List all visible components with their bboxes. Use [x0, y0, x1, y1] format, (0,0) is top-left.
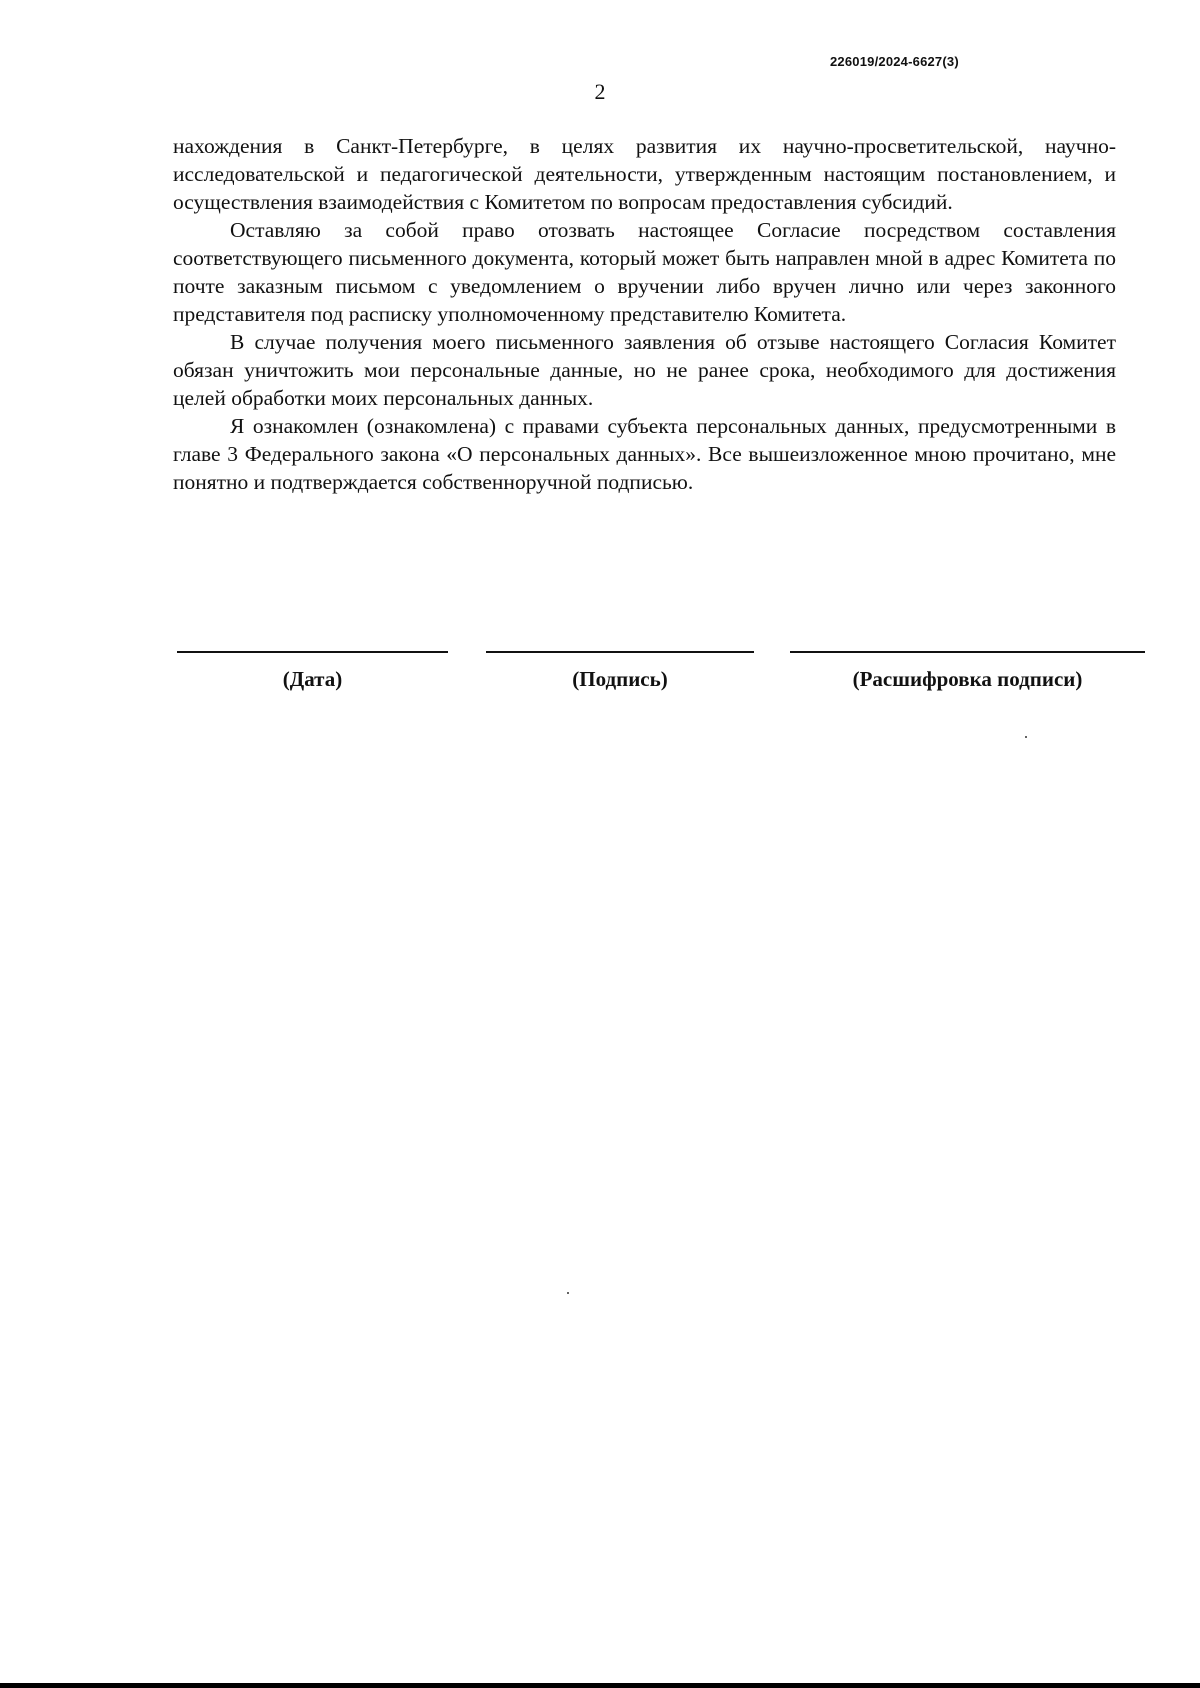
document-body — [173, 132, 1116, 496]
paragraph-data-destruction: В случае получения моего письменного заявления об отзыве настоящего Согласия Комитет обязан уничтожить мои персональные данные, но не ранее срока, необходимого для достижения целей обработки моих персональных данных. — [173, 330, 1116, 410]
date-caption: (Дата) — [282, 667, 343, 691]
signature-line — [486, 651, 754, 653]
paragraph-revocation-right: Оставляю за собой право отозвать настоящее Согласие посредством составления соответствующего письменного документа, который может быть направлен мной в адрес Комитета по почте заказным письмом с уведомлением о вручении либо вручен лично или через законного представителя под расписку уполномоченному представителю Комитета. — [173, 218, 1116, 326]
scan-bottom-edge — [0, 1683, 1200, 1688]
document-number: 226019/2024-6627(3) — [830, 54, 959, 69]
signature-transcript-caption: (Расшифровка подписи) — [852, 667, 1083, 691]
signature-caption: (Подпись) — [572, 667, 668, 691]
scan-speck — [1025, 736, 1027, 738]
date-line — [177, 651, 448, 653]
page-number: 2 — [594, 79, 606, 104]
scan-speck — [567, 1292, 569, 1294]
signature-transcript-line — [790, 651, 1145, 653]
paragraph-continuation: нахождения в Санкт-Петербурге, в целях развития их научно-просветительской, научно-исследовательской и педагогической деятельности, утвержденным настоящим постановлением, и осуществления взаимодействия с Комитетом по вопросам предоставления субсидий. — [173, 134, 1116, 214]
paragraph-acknowledgement: Я ознакомлен (ознакомлена) с правами субъекта персональных данных, предусмотренными в главе 3 Федерального закона «О персональных данных». Все вышеизложенное мною прочитано, мне понятно и подтверждается собственноручной подписью. — [173, 414, 1116, 494]
